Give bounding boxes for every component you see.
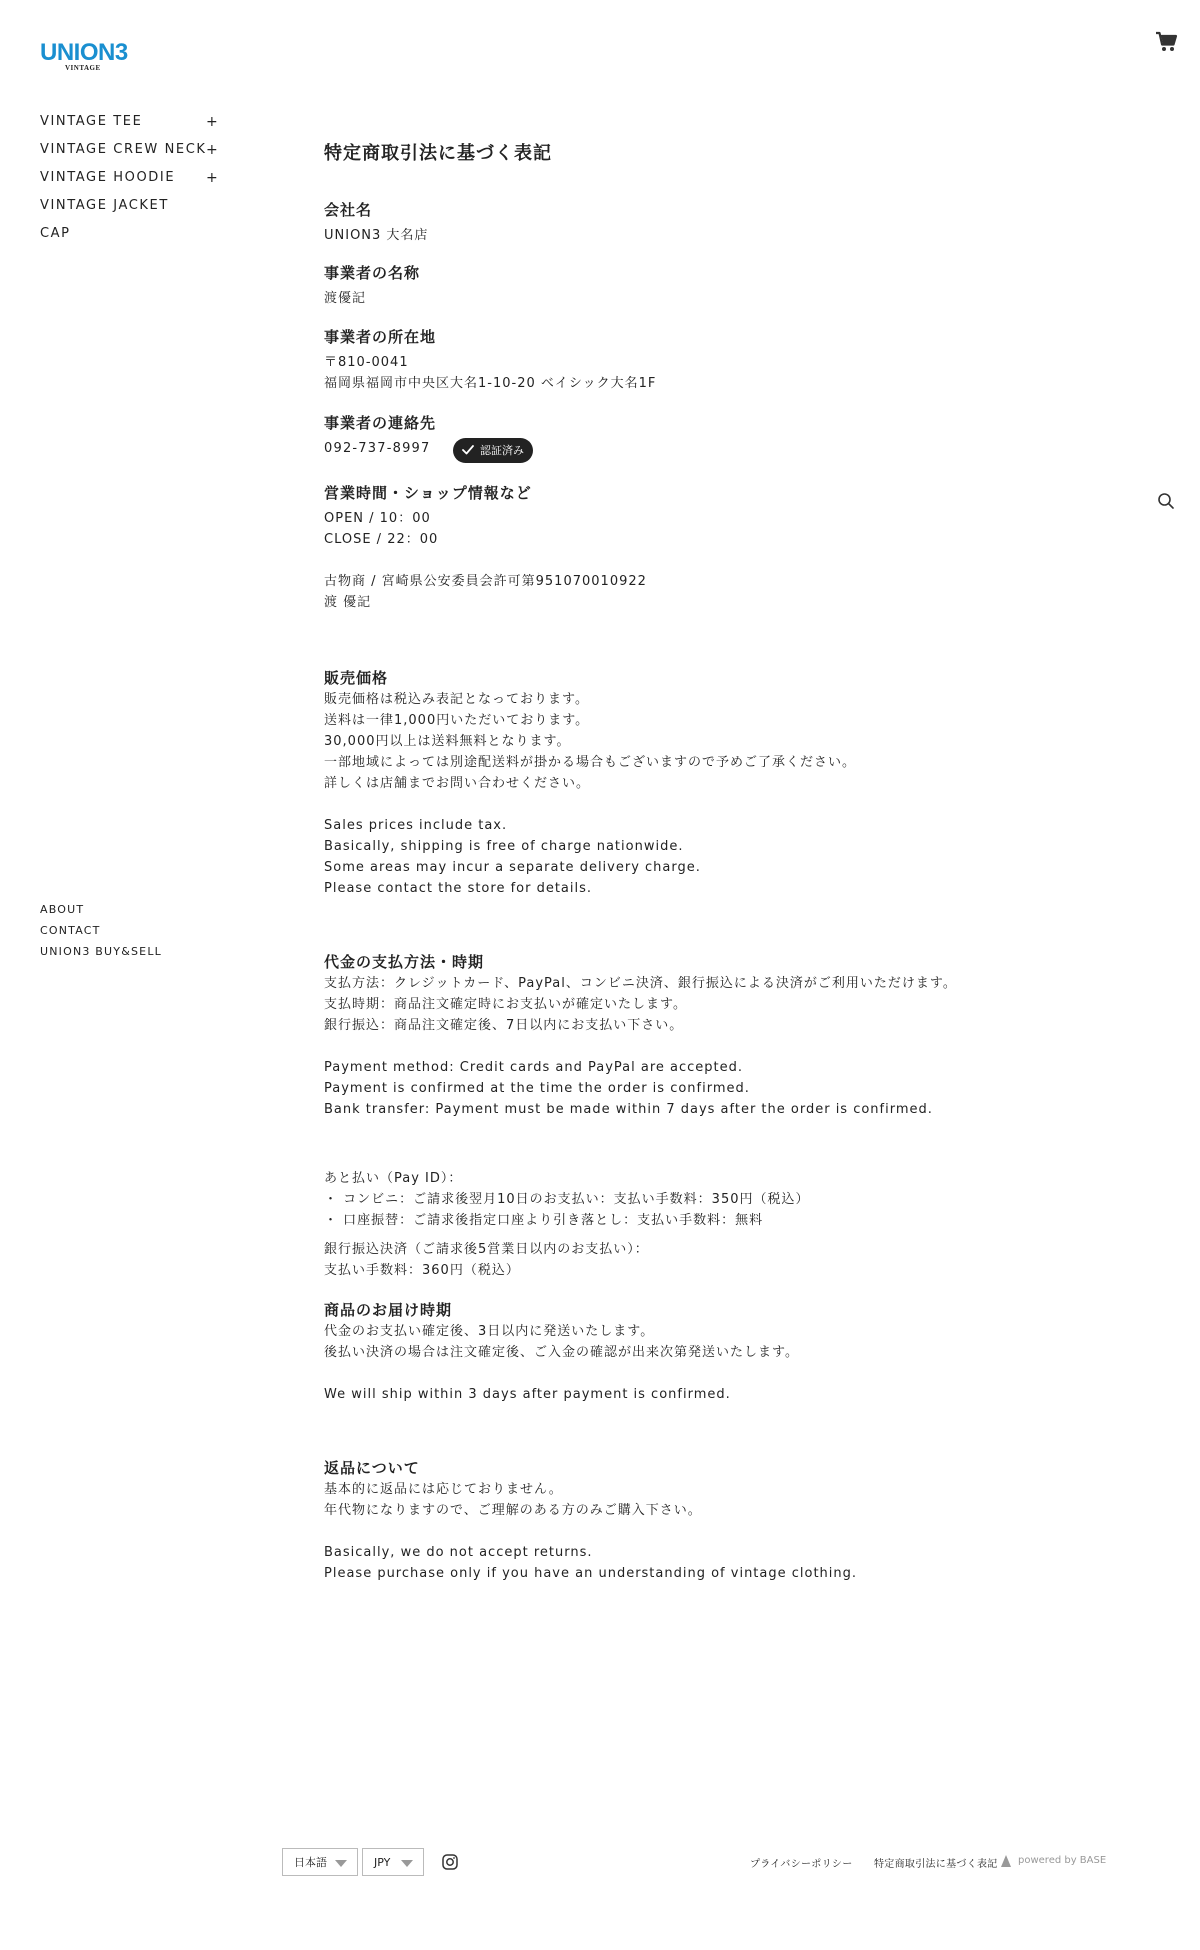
language-select-value: 日本語 [294,1856,327,1869]
section-heading: 会社名 [324,201,373,219]
expand-icon[interactable]: + [206,142,218,158]
section-heading: 代金の支払方法・時期 [324,953,485,971]
section-heading: 事業者の連絡先 [324,414,437,432]
section-payment [324,951,1064,1281]
section-heading: 販売価格 [324,669,389,687]
info-link-contact[interactable]: CONTACT [40,924,101,937]
section-heading: 返品について [324,1459,420,1477]
expand-icon[interactable]: + [206,114,218,130]
section-body: 基本的に返品には応じておりません。 年代物になりますので、ご理解のある方のみご購入下さい。 Basically, we do not accept returns. Please purchase only if you have an understanding of vintage clothing. [324,1482,858,1581]
phone-number: 092-737-8997 [324,441,431,456]
section-body: UNION3 大名店 [324,228,429,243]
nav-item-vintage-jacket[interactable] [40,196,230,224]
section-body: OPEN / 10：00 CLOSE / 22：00 古物商 / 宮崎県公安委員会許可第951070010922 渡 優記 [324,511,647,610]
phone-row [324,438,1064,466]
section-heading: 事業者の名称 [324,264,421,282]
page-title: 特定商取引法に基づく表記 [324,143,552,164]
verified-badge-label: 認証済み [480,444,524,457]
section-company [324,199,1064,246]
nav-item-label: VINTAGE JACKET [40,198,169,213]
section-body: 代金のお支払い確定後、3日以内に発送いたします。 後払い決済の場合は注文確定後、ご入金の確認が出来次第発送いたします。 We will ship within 3 days after payment is confirmed. [324,1324,799,1402]
category-nav [40,112,230,252]
check-icon [462,445,474,455]
atobarai-info: あと払い（Pay ID）： ・ コンビニ：ご請求後翌月10日のお支払い：支払い手数料：350円（税込） ・ 口座振替：ご請求後指定口座より引き落とし：支払い手数料：無料 [324,1171,810,1228]
nav-item-label: VINTAGE CREW NECK [40,142,207,157]
info-link-about[interactable]: ABOUT [40,903,85,916]
section-body: 渡優記 [324,291,367,306]
logo-main-text: UNION3 [40,39,128,66]
base-logo-icon [1000,1854,1012,1868]
bank-transfer-info: 銀行振込決済（ご請求後5営業日以内のお支払い）： 支払い手数料：360円（税込） [324,1242,649,1278]
section-price [324,667,1064,899]
section-delivery [324,1299,1064,1405]
chevron-down-icon [401,1860,413,1867]
section-body: 〒810-0041 福岡県福岡市中央区大名1-10-20 ベイシック大名1F [324,355,657,391]
info-nav [40,903,162,966]
cart-icon[interactable] [1155,30,1179,54]
section-body: 販売価格は税込み表記となっております。 送料は一律1,000円いただいております。 30,000円以上は送料無料となります。 一部地域によっては別途配送料が掛かる場合もございますので予めご了承ください。 詳しくは店舗までお問い合わせください。 Sales prices include tax. Basically, shipping is free of charge nationwide. Some areas may incur a separate delivery charge. Please contact the store for details. [324,692,857,896]
chevron-down-icon [335,1860,347,1867]
nav-item-label: VINTAGE HOODIE [40,170,176,185]
nav-item-vintage-crew-neck[interactable] [40,140,230,168]
expand-icon[interactable]: + [206,170,218,186]
section-contact [324,412,1064,466]
language-select[interactable] [282,1848,358,1876]
section-body: 支払方法：クレジットカード、PayPal、コンビニ決済、銀行振込による決済がご利用いただけます。 支払時期：商品注文確定時にお支払いが確定いたします。 銀行振込：商品注文確定後、7日以内にお支払い下さい。 Payment method: Credit cards and PayPal are accepted. Payment is confirmed at the time the order is confirmed. Bank transfer: Payment must be made within 7 days after the order is confirmed. [324,976,957,1117]
footer [282,1848,1126,1880]
currency-select-value: JPY [374,1856,391,1869]
privacy-policy-link[interactable]: プライバシーポリシー [750,1859,853,1870]
section-hours [324,482,1064,613]
section-address [324,326,1064,394]
instagram-icon[interactable] [442,1854,458,1870]
currency-select[interactable] [362,1848,424,1876]
nav-item-label: VINTAGE TEE [40,114,143,129]
section-returns [324,1457,1064,1584]
search-icon[interactable] [1157,492,1175,510]
logo-sub-text: VINTAGE [65,64,101,72]
section-heading: 事業者の所在地 [324,328,437,346]
nav-item-label: CAP [40,226,71,241]
logo[interactable] [40,40,140,74]
nav-item-vintage-tee[interactable] [40,112,230,140]
nav-item-vintage-hoodie[interactable] [40,168,230,196]
info-link-buy-sell[interactable]: UNION3 BUY&SELL [40,945,162,958]
powered-by-base[interactable] [1018,1855,1106,1866]
section-heading: 商品のお届け時期 [324,1301,453,1319]
verified-badge [453,438,533,463]
nav-item-cap[interactable] [40,224,230,252]
section-operator [324,262,1064,309]
main-content [324,140,1064,1584]
section-heading: 営業時間・ショップ情報など [324,484,532,502]
tokutei-link[interactable]: 特定商取引法に基づく表記 [874,1859,998,1870]
powered-by-label: powered by BASE [1018,1855,1107,1866]
